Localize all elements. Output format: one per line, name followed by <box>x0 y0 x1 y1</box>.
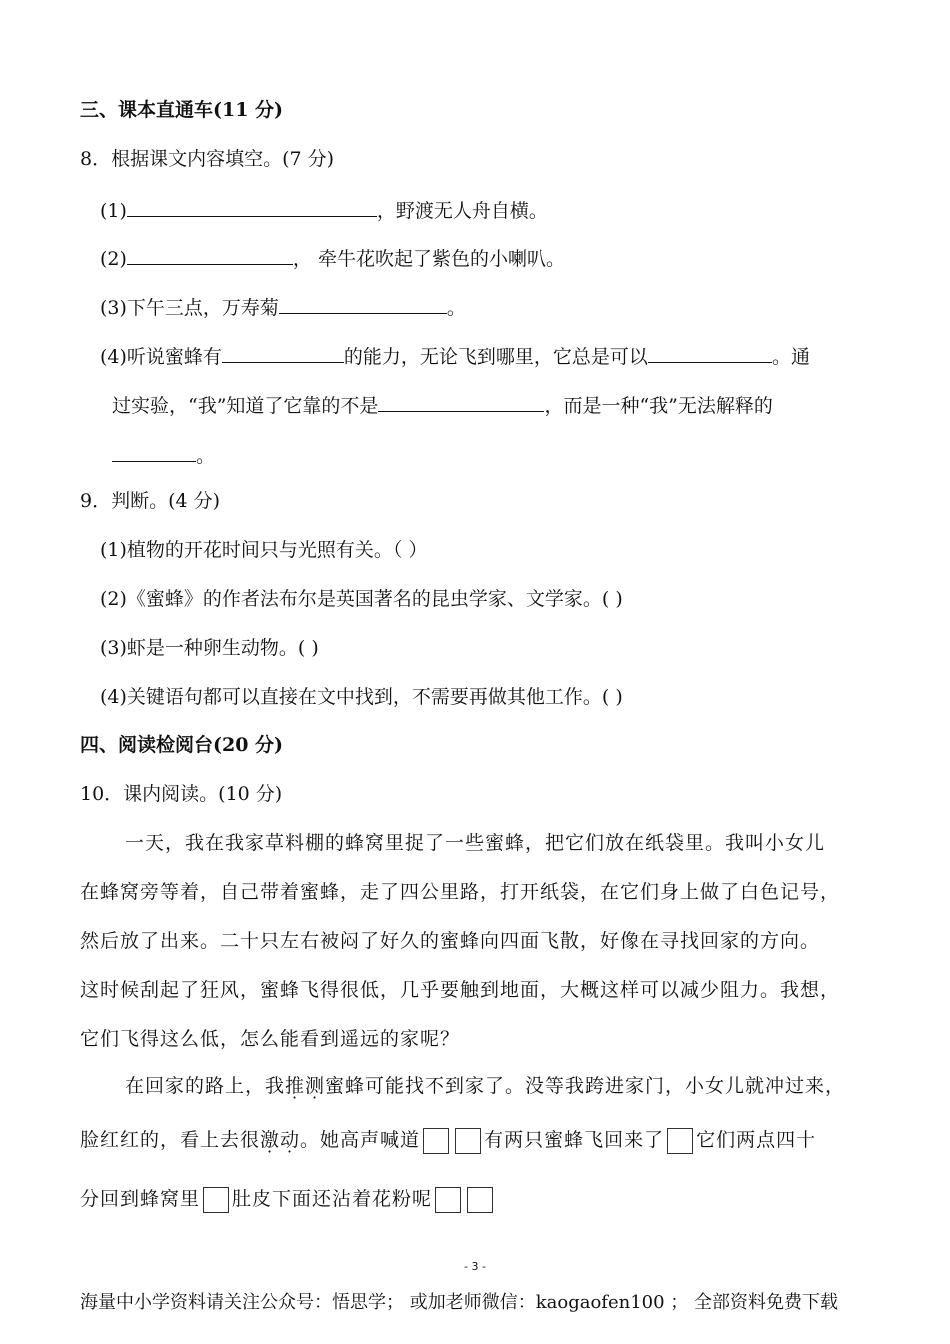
q8-blank-4b[interactable] <box>648 342 772 363</box>
page-number: - 3 - <box>464 1260 486 1273</box>
q8-item-1 <box>100 196 548 224</box>
emphasis-char: 动 <box>280 1129 301 1151</box>
passage-line: 这时候刮起了狂风，蜜蜂飞得很低，几乎要触到地面，大概这样可以减少阻力。我想， <box>80 979 841 1001</box>
q8-item-4-line2-prefix: 过实验，“我”知道了它靠的不是 <box>112 395 379 417</box>
passage-text: 脸红红的，看上去很 <box>80 1129 261 1151</box>
punct-box[interactable] <box>423 1128 449 1154</box>
passage-text: 它们两点四十 <box>696 1129 817 1151</box>
q8-item-4-mid: 的能力，无论飞到哪里，它总是可以 <box>343 346 648 368</box>
q8-item-3 <box>100 293 466 321</box>
q9-item-2: (2)《蜜蜂》的作者法布尔是英国著名的昆虫学家、文学家。( ) <box>100 588 623 610</box>
passage-text: 肚皮下面还沾着花粉呢 <box>232 1188 433 1210</box>
q8-blank-3[interactable] <box>279 293 447 314</box>
emphasis-char: 推 <box>285 1075 306 1097</box>
q8-blank-4a[interactable] <box>222 342 344 363</box>
passage-line: 然后放了出来。二十只左右被闷了好久的蜜蜂向四面飞散，好像在寻找回家的方向。 <box>80 930 821 952</box>
footer-note: 海量中小学资料请关注公众号：悟思学； 或加老师微信：kaogaofen100 ； 全部资料免费下载 <box>80 1292 838 1313</box>
passage-line: 它们飞得这么低，怎么能看到遥远的家呢？ <box>80 1028 461 1050</box>
q9-item-4: (4)关键语句都可以直接在文中找到，不需要再做其他工作。( ) <box>100 686 623 708</box>
q8-item-4-line3-after: 。 <box>196 445 216 467</box>
punct-box[interactable] <box>435 1187 461 1213</box>
q8-item-2 <box>100 244 565 272</box>
passage-line: 一天，我在我家草料棚的蜂窝里捉了一些蜜蜂，把它们放在纸袋里。我叫小女儿 <box>125 832 826 854</box>
q9-item-1: (1)植物的开花时间只与光照有关。（ ） <box>100 539 428 561</box>
passage-text: 。她高声喊道 <box>300 1129 421 1151</box>
q8-stem: 8．根据课文内容填空。(7 分) <box>80 148 335 170</box>
q8-item-2-after: ， 牵牛花吹起了紫色的小喇叭。 <box>292 248 565 270</box>
passage-text: 在回家的路上，我 <box>125 1075 286 1097</box>
punct-box[interactable] <box>203 1187 229 1213</box>
q8-item-4-line2 <box>112 391 773 419</box>
passage-line <box>80 1186 496 1213</box>
q8-blank-1[interactable] <box>127 196 377 217</box>
q8-blank-4d[interactable] <box>112 441 196 462</box>
q8-item-4-prefix: (4)听说蜜蜂有 <box>100 346 222 368</box>
punct-box[interactable] <box>667 1128 693 1154</box>
passage-text: 有两只蜜蜂飞回来了 <box>484 1129 665 1151</box>
q8-blank-2[interactable] <box>127 244 293 265</box>
emphasis-char: 激 <box>260 1129 281 1151</box>
passage-line <box>80 1127 816 1154</box>
q8-item-2-prefix: (2) <box>100 248 127 270</box>
q9-stem: 9．判断。(4 分) <box>80 490 221 512</box>
q8-item-1-prefix: (1) <box>100 200 127 222</box>
passage-text: 蜜蜂可能找不到家了。没等我跨进家门，小女儿就冲过来， <box>325 1075 846 1097</box>
passage-text: 分回到蜂窝里 <box>80 1188 201 1210</box>
q8-blank-4c[interactable] <box>378 391 544 412</box>
q8-item-4-line3 <box>112 441 215 469</box>
passage-line <box>125 1073 845 1099</box>
q8-item-4 <box>100 342 810 370</box>
q9-item-3: (3)虾是一种卵生动物。( ) <box>100 637 319 659</box>
q10-stem: 10．课内阅读。(10 分) <box>80 783 283 805</box>
q8-item-4-line2-after: ，而是一种“我”无法解释的 <box>544 395 773 417</box>
passage-line: 在蜂窝旁等着，自己带着蜜蜂，走了四公里路，打开纸袋，在它们身上做了白色记号， <box>80 881 841 903</box>
emphasis-char: 测 <box>305 1075 326 1097</box>
section4-title: 四、阅读检阅台(20 分) <box>80 734 284 756</box>
q8-item-1-after: ，野渡无人舟自横。 <box>376 200 548 222</box>
punct-box[interactable] <box>467 1187 493 1213</box>
q8-item-3-after: 。 <box>446 297 466 319</box>
q8-item-3-prefix: (3)下午三点，万寿菊 <box>100 297 279 319</box>
punct-box[interactable] <box>455 1128 481 1154</box>
section3-title: 三、课本直通车(11 分) <box>80 99 284 121</box>
q8-item-4-after: 。通 <box>771 346 810 368</box>
